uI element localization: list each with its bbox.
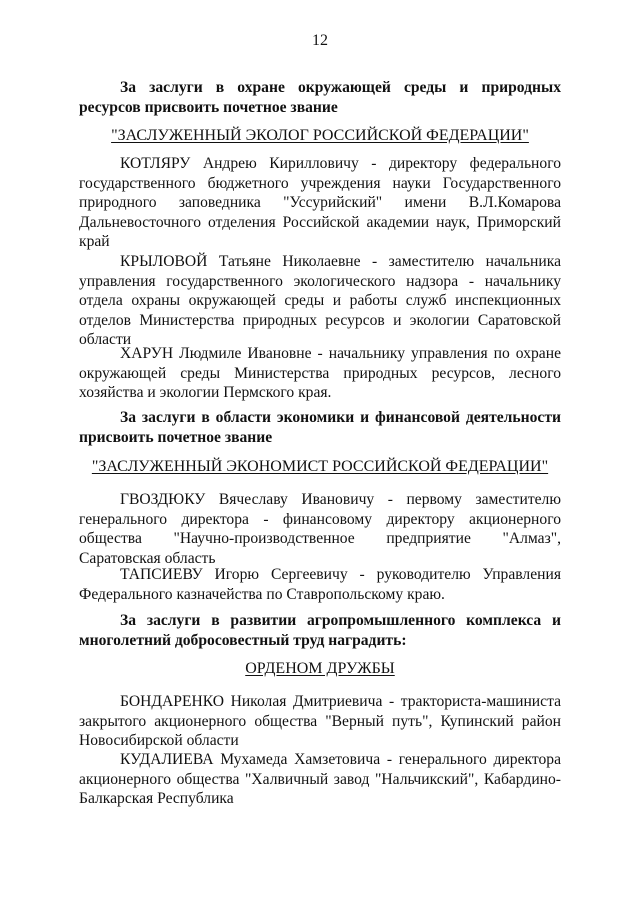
award-entry-kharun: ХАРУН Людмиле Ивановне - начальнику управления по охране окружающей среды Министерства природных ресурсов, лесного хозяйства и экологии Пермского края. [79, 345, 561, 401]
award-entry-bondarenko: БОНДАРЕНКО Николая Дмитриевича - тракториста-машиниста закрытого акционерного общества "Верный путь", Купинский район Новосибирской области [79, 693, 561, 749]
award-entry-gvozdyuk: ГВОЗДЮКУ Вячеславу Ивановичу - первому заместителю генерального директора - финансовому директору акционерного общества "Научно-производственное предприятие "Алмаз", Саратовская область [79, 491, 561, 567]
title-order-of-friendship-text: ОРДЕНОМ ДРУЖБЫ [245, 660, 395, 677]
award-entry-tapsiev: ТАПСИЕВУ Игорю Сергеевичу - руководителю Управления Федерального казначейства по Ставропольскому краю. [79, 566, 561, 603]
award-entry-kotlyar: КОТЛЯРУ Андрею Кирилловичу - директору федерального государственного бюджетного учреждения науки Государственного природного заповедника "Уссурийский" имени В.Л.Комарова Дальневосточного отделения Российской академии наук, Приморский край [79, 155, 561, 250]
title-economist-text: "ЗАСЛУЖЕННЫЙ ЭКОНОМИСТ РОССИЙСКОЙ ФЕДЕРАЦИИ" [91, 458, 549, 475]
award-entry-krylova: КРЫЛОВОЙ Татьяне Николаевне - заместителю начальника управления государственного экологического надзора - начальнику отдела охраны окружающей среды и работы служб инспекционных отделов Министерства природных ресурсов и экологии Саратовской области [79, 253, 561, 348]
section-heading-agro: За заслуги в развитии агропромышленного комплекса и многолетний добросовестный труд наградить: [79, 612, 561, 649]
title-ecologist-text: "ЗАСЛУЖЕННЫЙ ЭКОЛОГ РОССИЙСКОЙ ФЕДЕРАЦИИ" [111, 127, 529, 144]
page-number: 12 [312, 32, 328, 49]
title-order-of-friendship [79, 659, 561, 679]
title-ecologist [79, 126, 561, 146]
section-heading-ecology: За заслуги в охране окружающей среды и природных ресурсов присвоить почетное звание [79, 79, 561, 116]
section-heading-economy: За заслуги в области экономики и финансовой деятельности присвоить почетное звание [79, 409, 561, 446]
award-entry-kudaliev: КУДАЛИЕВА Мухамеда Хамзетовича - генерального директора акционерного общества "Халвичный завод "Нальчикский", Кабардино-Балкарская Республика [79, 751, 561, 807]
title-economist [79, 457, 561, 477]
